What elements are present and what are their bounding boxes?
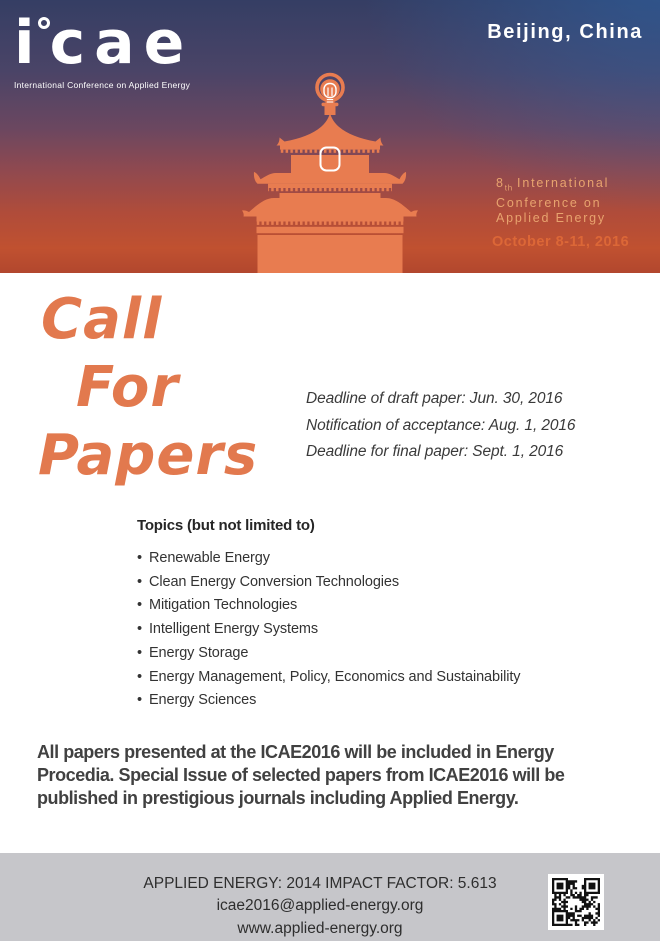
footer <box>0 853 660 941</box>
cfp-title-line2: For <box>76 355 179 420</box>
website-link[interactable]: www.applied-energy.org <box>237 919 403 937</box>
statement-line: Procedia. Special Issue of selected papers from ICAE2016 will be <box>37 764 565 785</box>
deadline-item: Deadline for final paper: Sept. 1, 2016 <box>306 443 564 460</box>
cfp-title-line1: Call <box>41 287 163 352</box>
topics-heading: Topics (but not limited to) <box>137 517 315 534</box>
statement-line: published in prestigious journals including Applied Energy. <box>37 787 519 808</box>
topic-item: • Mitigation Technologies <box>137 594 520 618</box>
statement-text <box>37 741 564 809</box>
topic-item: • Energy Storage <box>137 642 520 666</box>
conference-ordinal: th <box>504 183 514 193</box>
banner <box>0 0 660 273</box>
logo-wordmark <box>14 10 193 76</box>
impact-factor-text: APPLIED ENERGY: 2014 IMPACT FACTOR: 5.613 <box>143 875 497 892</box>
topic-item: • Energy Sciences <box>137 689 520 713</box>
qr-code <box>548 874 604 930</box>
conference-title-line2: Conference on <box>496 195 602 210</box>
topic-item: • Clean Energy Conversion Technologies <box>137 571 520 595</box>
topics-list <box>137 547 520 713</box>
deadline-list <box>306 386 575 466</box>
cfp-title-line3: Papers <box>38 423 259 488</box>
topic-item: • Intelligent Energy Systems <box>137 618 520 642</box>
pagoda-illustration <box>180 60 480 273</box>
deadline-item: Deadline of draft paper: Jun. 30, 2016 <box>306 390 563 407</box>
logo-ring-icon <box>38 17 50 29</box>
topic-item: • Renewable Energy <box>137 547 520 571</box>
topics-section <box>137 517 520 713</box>
conference-number: 8 <box>496 176 505 190</box>
conference-line1: International <box>517 176 610 190</box>
lightbulb-icon <box>317 75 343 101</box>
logo-letters-cae: cae <box>49 8 194 78</box>
topic-item: • Energy Management, Policy, Economics and Sustainability <box>137 666 520 690</box>
conference-dates: October 8-11, 2016 <box>492 234 630 250</box>
icae-logo <box>14 10 193 90</box>
location-text: Beijing, China <box>487 21 643 43</box>
conference-title <box>496 176 609 226</box>
conference-title-line3: Applied Energy <box>496 210 606 225</box>
statement-line: All papers presented at the ICAE2016 will be included in Energy <box>37 742 554 762</box>
email-link[interactable]: icae2016@applied-energy.org <box>216 897 424 915</box>
cfp-title <box>38 286 258 490</box>
logo-letter-i: i <box>14 8 44 78</box>
conference-title-line1 <box>496 176 609 196</box>
logo-tagline: International Conference on Applied Energy <box>14 80 191 90</box>
deadline-item: Notification of acceptance: Aug. 1, 2016 <box>306 416 576 434</box>
